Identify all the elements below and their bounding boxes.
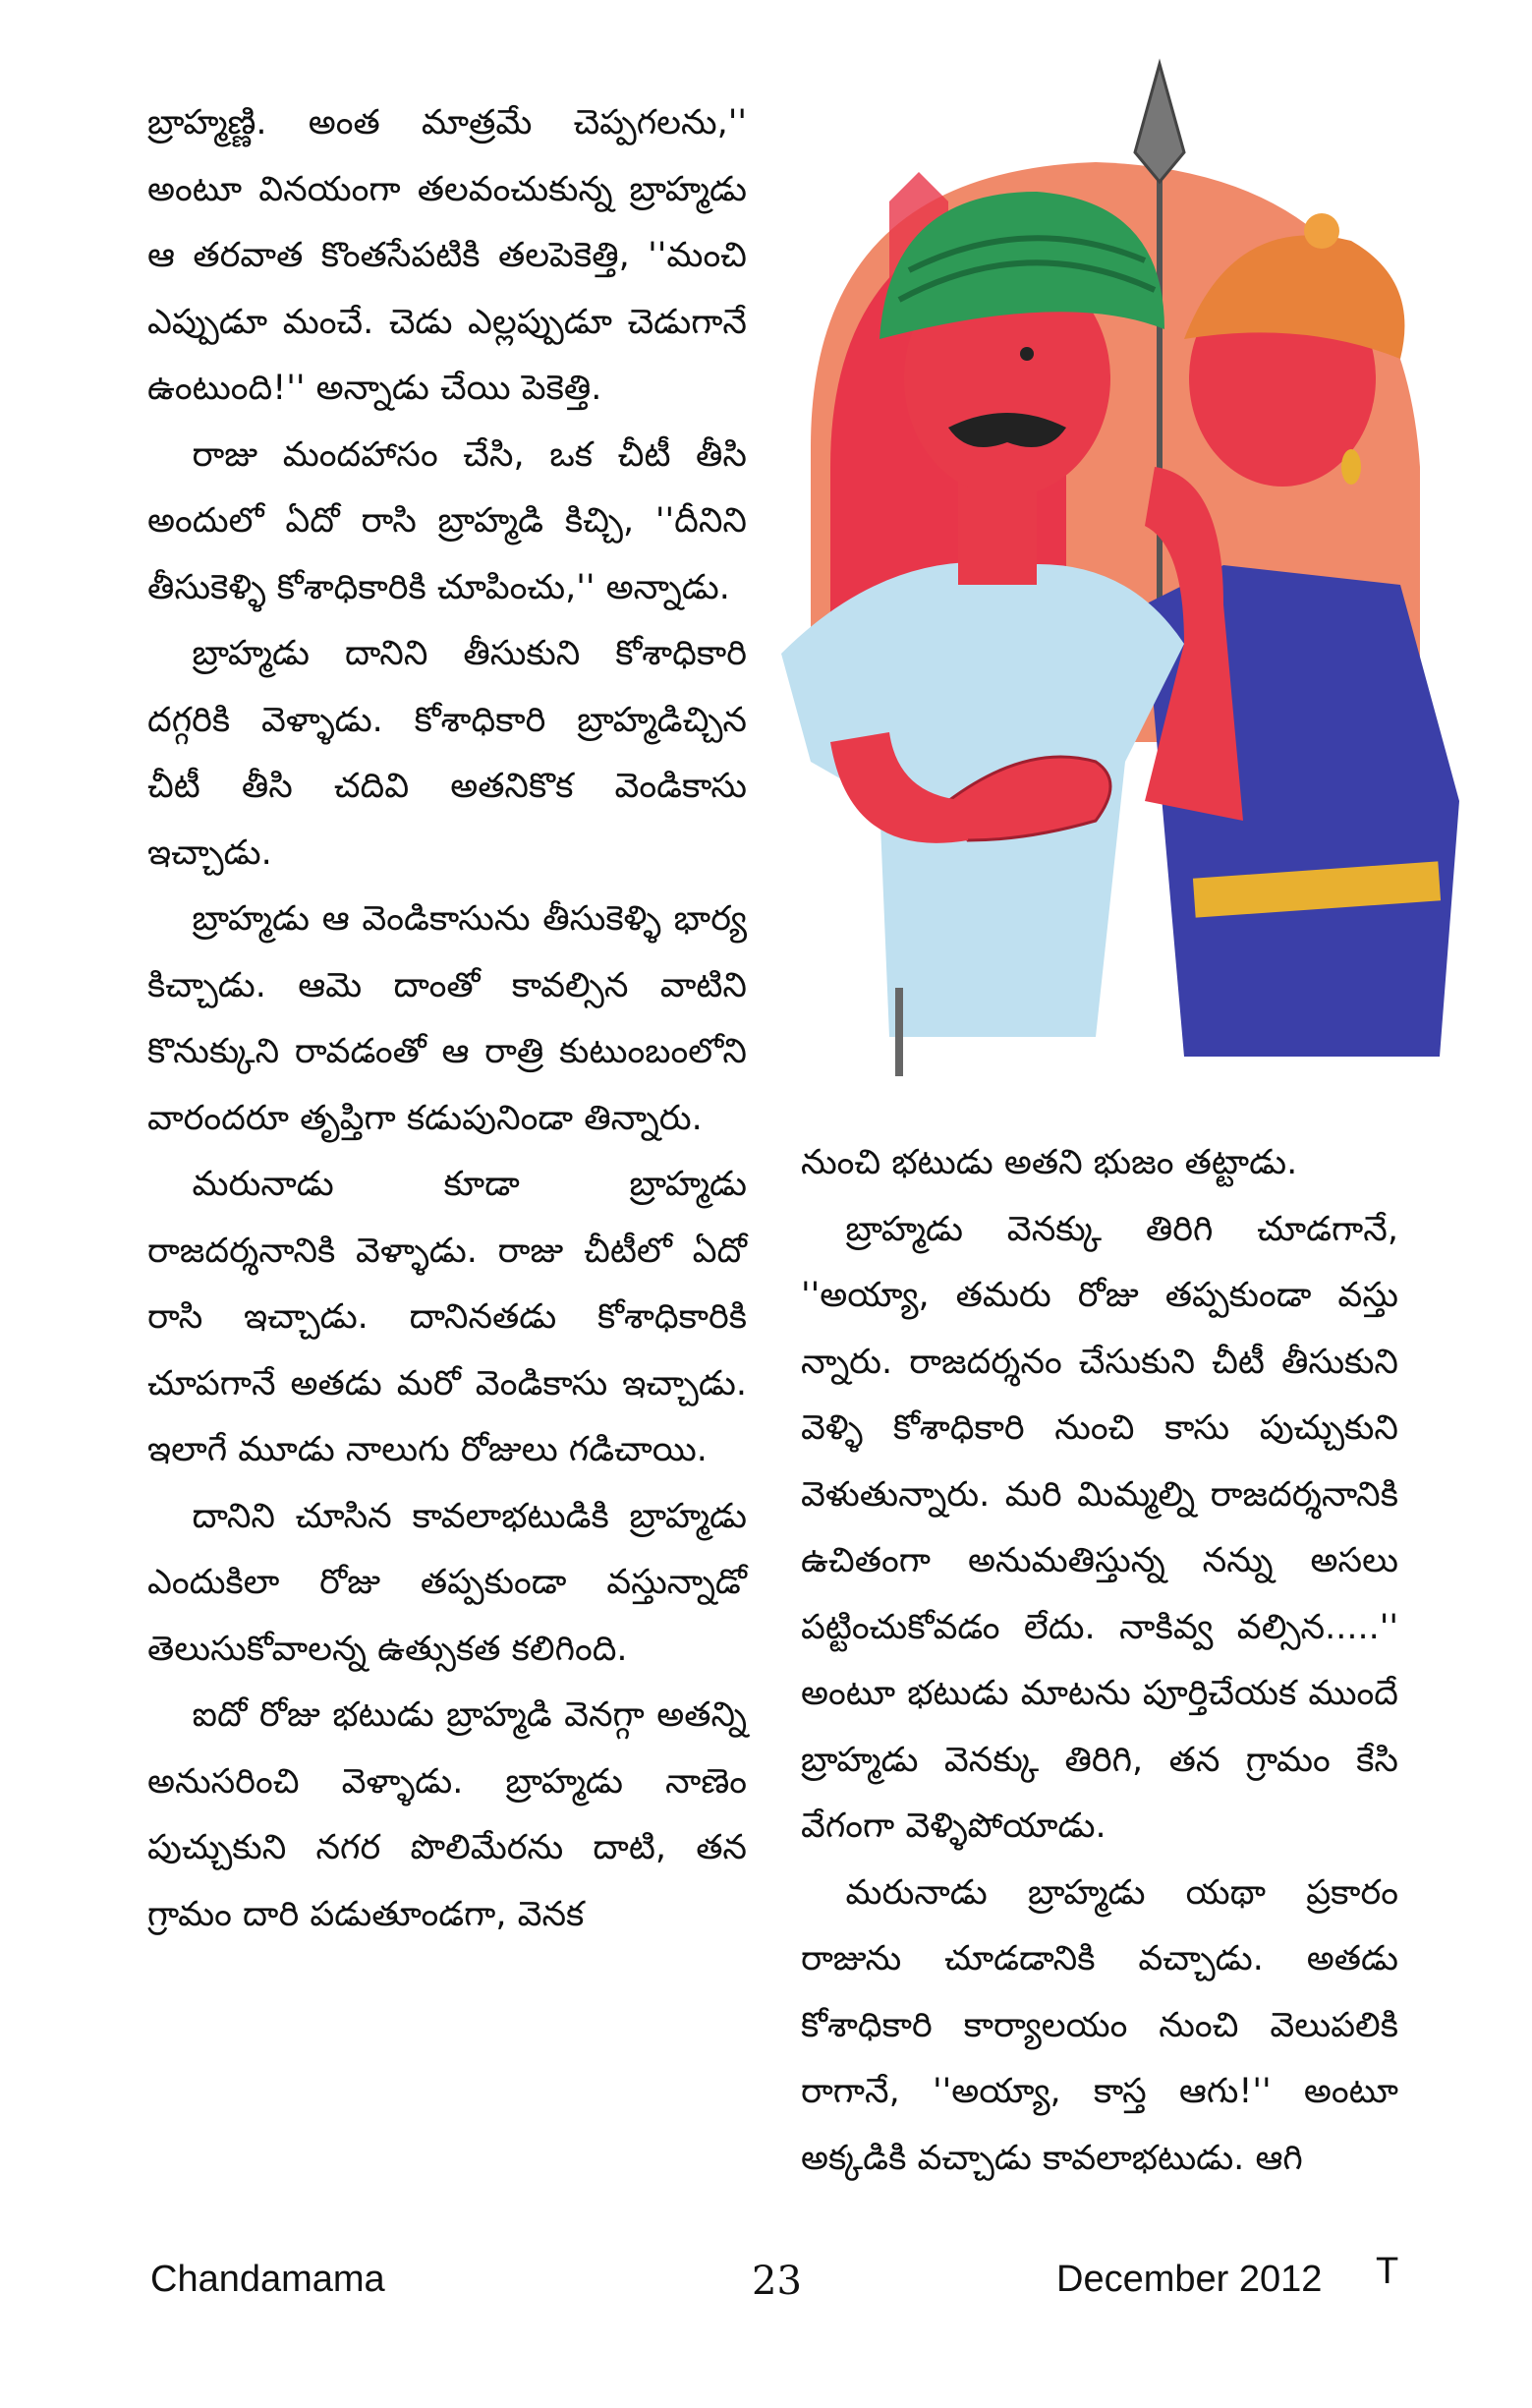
footer-issue-date: December 2012	[1056, 2259, 1323, 2300]
guard-earring	[1341, 449, 1361, 485]
paragraph: మరునాడు కూడా బ్రాహ్మడు రాజదర్శనానికి వెళ్ళాడు. రాజు చీటీలో ఏదో రాసి ఇచ్చాడు. దానినతడు కోశాధికారికి చూపగానే అతడు మరో వెండికాసు ఇచ్చాడు. ఇలాగే మూడు నాలుగు రోజులు గడిచాయి.	[147, 1165, 747, 1469]
spear-head	[1135, 64, 1184, 182]
right-text-column	[801, 1130, 1398, 2192]
paragraph: ఐదో రోజు భటుడు బ్రాహ్మడి వెనగ్గా అతన్ని అనుసరించి వెళ్ళాడు. బ్రాహ్మడు నాణెం పుచ్చుకుని నగర పొలిమేరను దాటి, తన గ్రామం దారి పడుతూండగా, వెనక	[147, 1695, 747, 1934]
brahmin-eye	[1020, 347, 1034, 361]
paragraph: బ్రాహ్మడు ఆ వెండికాసును తీసుకెళ్ళి భార్య కిచ్చాడు. ఆమె దాంతో కావల్సిన వాటిని కొనుక్కుని రావడంతో ఆ రాత్రి కుటుంబంలోని వారందరూ తృప్తిగా కడుపునిండా తిన్నారు.	[147, 899, 747, 1138]
story-illustration	[771, 54, 1474, 1086]
paragraph: దానిని చూసిన కావలాభటుడికి బ్రాహ్మడు ఎందుకిలా రోజు తప్పకుండా వస్తున్నాడో తెలుసుకోవాలన్న ఉత్సుకత కలిగింది.	[147, 1496, 747, 1669]
paragraph: మరునాడు బ్రాహ్మడు యథా ప్రకారం రాజును చూడడానికి వచ్చాడు. అతడు కోశాధికారి కార్యాలయం నుంచి వెలుపలికి రాగానే, ''అయ్యా, కాస్త ఆగు!'' అంటూ అక్కడికి వచ్చాడు కావలాభటుడు. ఆగి	[801, 1872, 1398, 2178]
footer-mark: T	[1376, 2251, 1399, 2292]
footer-page-number: 23	[752, 2259, 802, 2304]
left-text-column	[147, 90, 747, 1948]
paragraph: బ్రాహ్మడు దానిని తీసుకుని కోశాధికారి దగ్గరికి వెళ్ళాడు. కోశాధికారి బ్రాహ్మడిచ్చిన చీటీ తీసి చదివి అతనికొక వెండికాసు ఇచ్చాడు.	[147, 634, 747, 873]
paragraph: బ్రాహ్మడు వెనక్కు తిరిగి చూడగానే, ''అయ్యా, తమరు రోజు తప్పకుండా వస్తు న్నారు. రాజదర్శనం చేసుకుని చీటీ తీసుకుని వెళ్ళి కోశాధికారి నుంచి కాసు పుచ్చుకుని వెళుతున్నారు. మరి మిమ్మల్ని రాజదర్శనానికి ఉచితంగా అనుమతిస్తున్న నన్ను అసలు పట్టించుకోవడం లేదు. నాకివ్వ వల్సిన.....'' అంటూ భటుడు మాటను పూర్తిచేయక ముందే బ్రాహ్మడు వెనక్కు తిరిగి, తన గ్రామం కేసి వేగంగా వెళ్ళిపోయాడు.	[801, 1209, 1398, 1846]
paragraph: నుంచి భటుడు అతని భుజం తట్టాడు.	[801, 1143, 1298, 1182]
guard-cap-finial	[1304, 213, 1339, 249]
footer-magazine-name: Chandamama	[150, 2259, 385, 2300]
paragraph: బ్రాహ్మణ్ణి. అంత మాత్రమే చెప్పగలను,'' అంటూ వినయంగా తలవంచుకున్న బ్రాహ్మడు ఆ తరవాత కొంతసేపటికి తలపెకెత్తి, ''మంచి ఎప్పుడూ మంచే. చెడు ఎల్లప్పుడూ చెడుగానే ఉంటుంది!'' అన్నాడు చేయి పెకెత్తి.	[147, 103, 747, 408]
paragraph: రాజు మందహాసం చేసి, ఒక చీటీ తీసి అందులో ఏదో రాసి బ్రాహ్మడి కిచ్చి, ''దీనిని తీసుకెళ్ళి కోశాధికారికి చూపించు,'' అన్నాడు.	[147, 434, 747, 607]
